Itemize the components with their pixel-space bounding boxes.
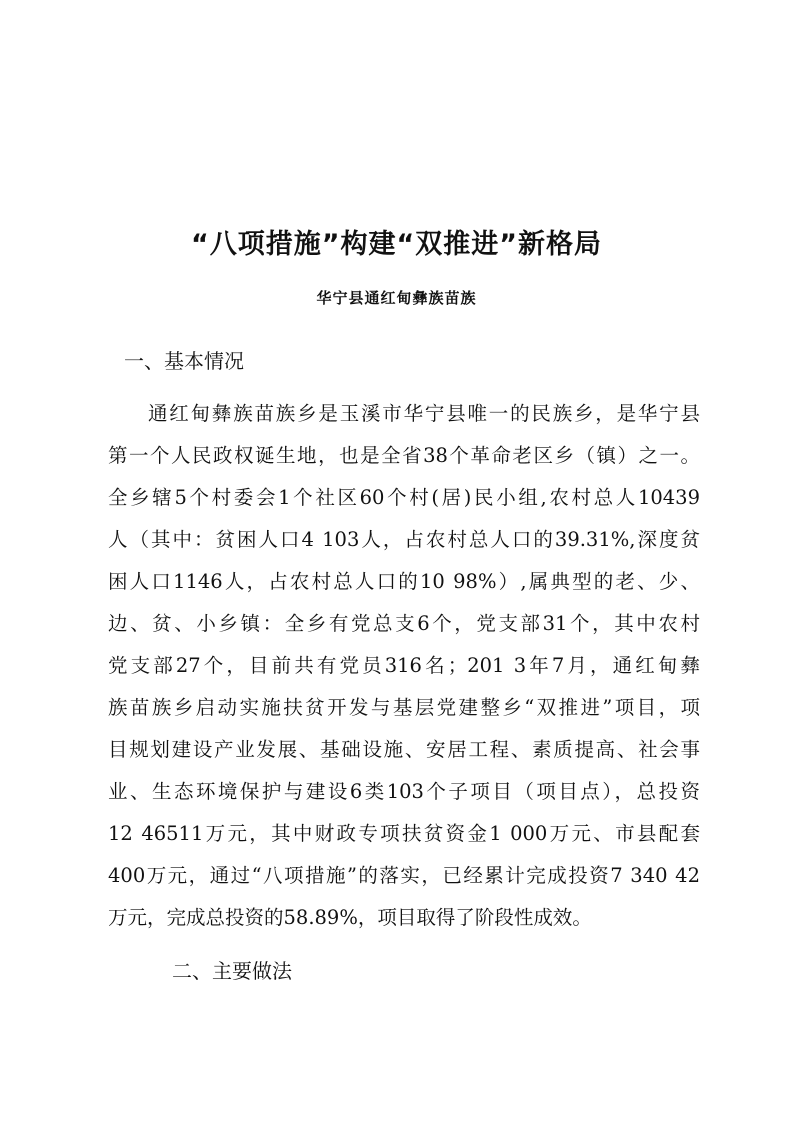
section-body-paragraph	[108, 393, 700, 939]
section-heading-main-practices: 二、主要做法	[172, 959, 292, 983]
paragraph-line: 党支部27个，目前共有党员316名；201 3年7月，通红甸彝	[108, 654, 700, 677]
paragraph-line: 400万元，通过“八项措施”的落实，已经累计完成投资7 340 42	[108, 864, 700, 887]
paragraph-line: 业、生态环境保护与建设6类103个子项目（项目点），总投资	[108, 780, 700, 803]
section-heading-basic-situation: 一、基本情况	[124, 349, 244, 373]
document-title: “八项措施”构建“双推进”新格局	[191, 229, 602, 260]
paragraph-line: 12 46511万元，其中财政专项扶贫资金1 000万元、市县配套	[108, 822, 700, 845]
paragraph-line: 第一个人民政权诞生地，也是全省38个革命老区乡（镇）之一。	[108, 444, 700, 467]
paragraph-line: 困人口1146人，占农村总人口的10 98%）,属典型的老、少、	[108, 570, 700, 593]
document-author: 华宁县通红甸彝族苗族	[316, 289, 477, 307]
paragraph-line: 族苗族乡启动实施扶贫开发与基层党建整乡“双推进”项目，项	[108, 696, 700, 719]
paragraph-line: 万元，完成总投资的58.89%，项目取得了阶段性成效。	[108, 906, 592, 929]
paragraph-line: 边、贫、小乡镇：全乡有党总支6个，党支部31个，其中农村	[108, 612, 700, 635]
paragraph-line: 全乡辖5个村委会1个社区60个村(居)民小组,农村总人10439	[108, 486, 700, 509]
paragraph-line: 人（其中：贫困人口4 103人，占农村总人口的39.31%,深度贫	[108, 528, 700, 551]
paragraph-line: 目规划建设产业发展、基础设施、安居工程、素质提高、社会事	[108, 738, 700, 761]
paragraph-line: 通红甸彝族苗族乡是玉溪市华宁县唯一的民族乡，是华宁县	[148, 402, 700, 425]
